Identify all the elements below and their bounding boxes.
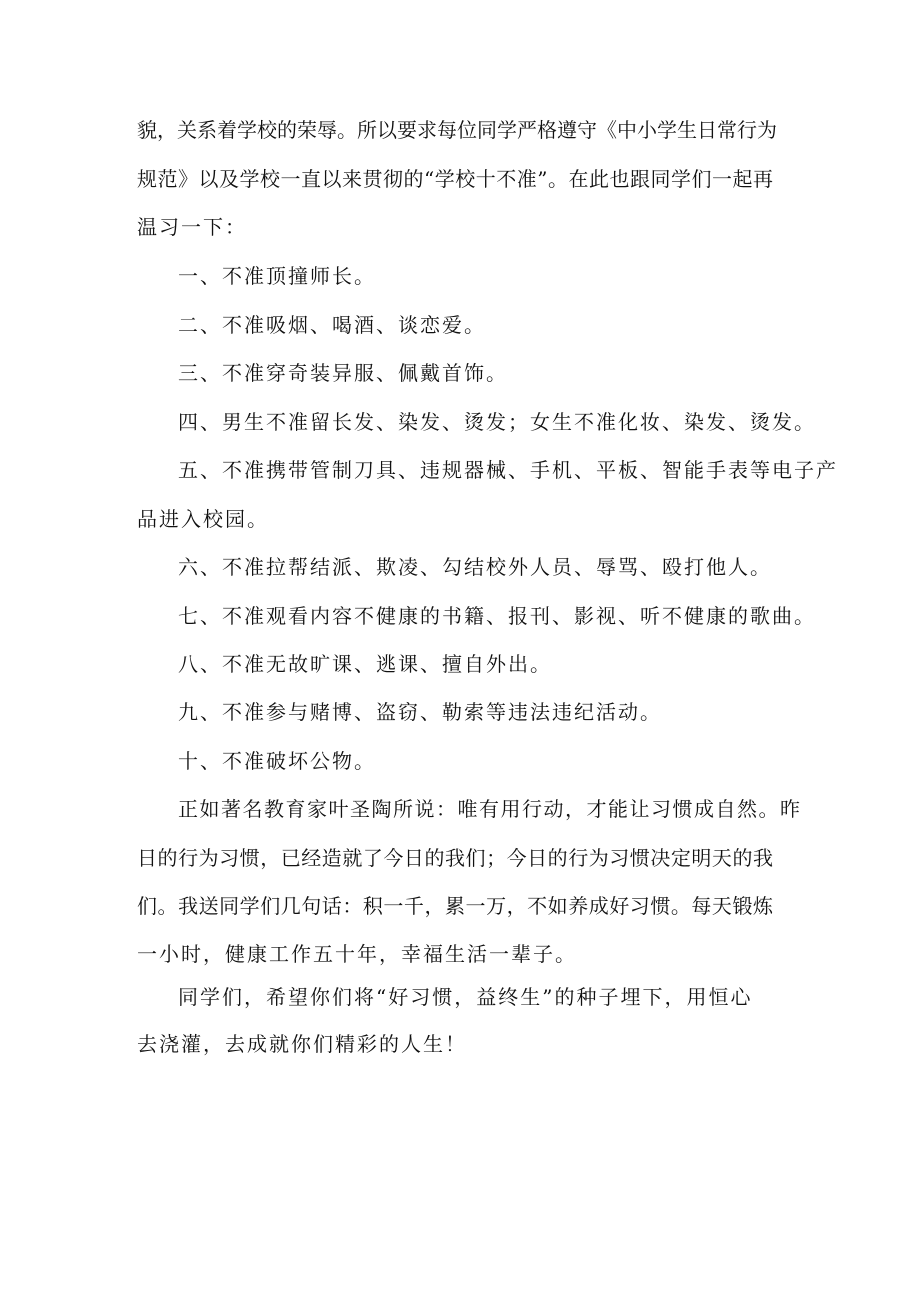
paragraph-line: 一小时，健康工作五十年，幸福生活一辈子。	[137, 942, 577, 966]
rule-item-6: 六、不准拉帮结派、欺凌、勾结校外人员、辱骂、殴打他人。	[178, 555, 772, 579]
paragraph-line: 温习一下：	[137, 215, 247, 239]
paragraph-line: 们。我送同学们几句话：积一千，累一万，不如养成好习惯。每天锻炼	[137, 894, 773, 918]
rule-item-10: 十、不准破坏公物。	[178, 749, 376, 773]
paragraph-line: 正如著名教育家叶圣陶所说：唯有用行动，才能让习惯成自然。昨	[178, 797, 802, 821]
rule-item-1: 一、不准顶撞师长。	[178, 264, 376, 288]
rule-item-4: 四、男生不准留长发、染发、烫发；女生不准化妆、染发、烫发。	[178, 410, 816, 434]
rule-item-5-continued: 品进入校园。	[137, 507, 269, 531]
rule-item-2: 二、不准吸烟、喝酒、谈恋爱。	[178, 313, 486, 337]
rule-item-7: 七、不准观看内容不健康的书籍、报刊、影视、听不健康的歌曲。	[178, 604, 816, 628]
rule-item-3: 三、不准穿奇装异服、佩戴首饰。	[178, 361, 508, 385]
paragraph-line: 貌，关系着学校的荣辱。所以要求每位同学严格遵守《中小学生日常行为	[137, 118, 777, 142]
paragraph-line: 日的行为习惯，已经造就了今日的我们；今日的行为习惯决定明天的我	[137, 846, 773, 870]
rule-item-5: 五、不准携带管制刀具、违规器械、手机、平板、智能手表等电子产	[178, 458, 838, 482]
rule-item-9: 九、不准参与赌博、盗窃、勒索等违法违纪活动。	[178, 700, 662, 724]
closing-line: 同学们，希望你们将“好习惯，益终生”的种子埋下，用恒心	[178, 985, 753, 1009]
rule-item-8: 八、不准无故旷课、逃课、擅自外出。	[178, 652, 552, 676]
paragraph-line: 规范》以及学校一直以来贯彻的“学校十不准”。在此也跟同学们一起再	[137, 167, 773, 191]
closing-line: 去浇灌，去成就你们精彩的人生！	[137, 1032, 467, 1056]
